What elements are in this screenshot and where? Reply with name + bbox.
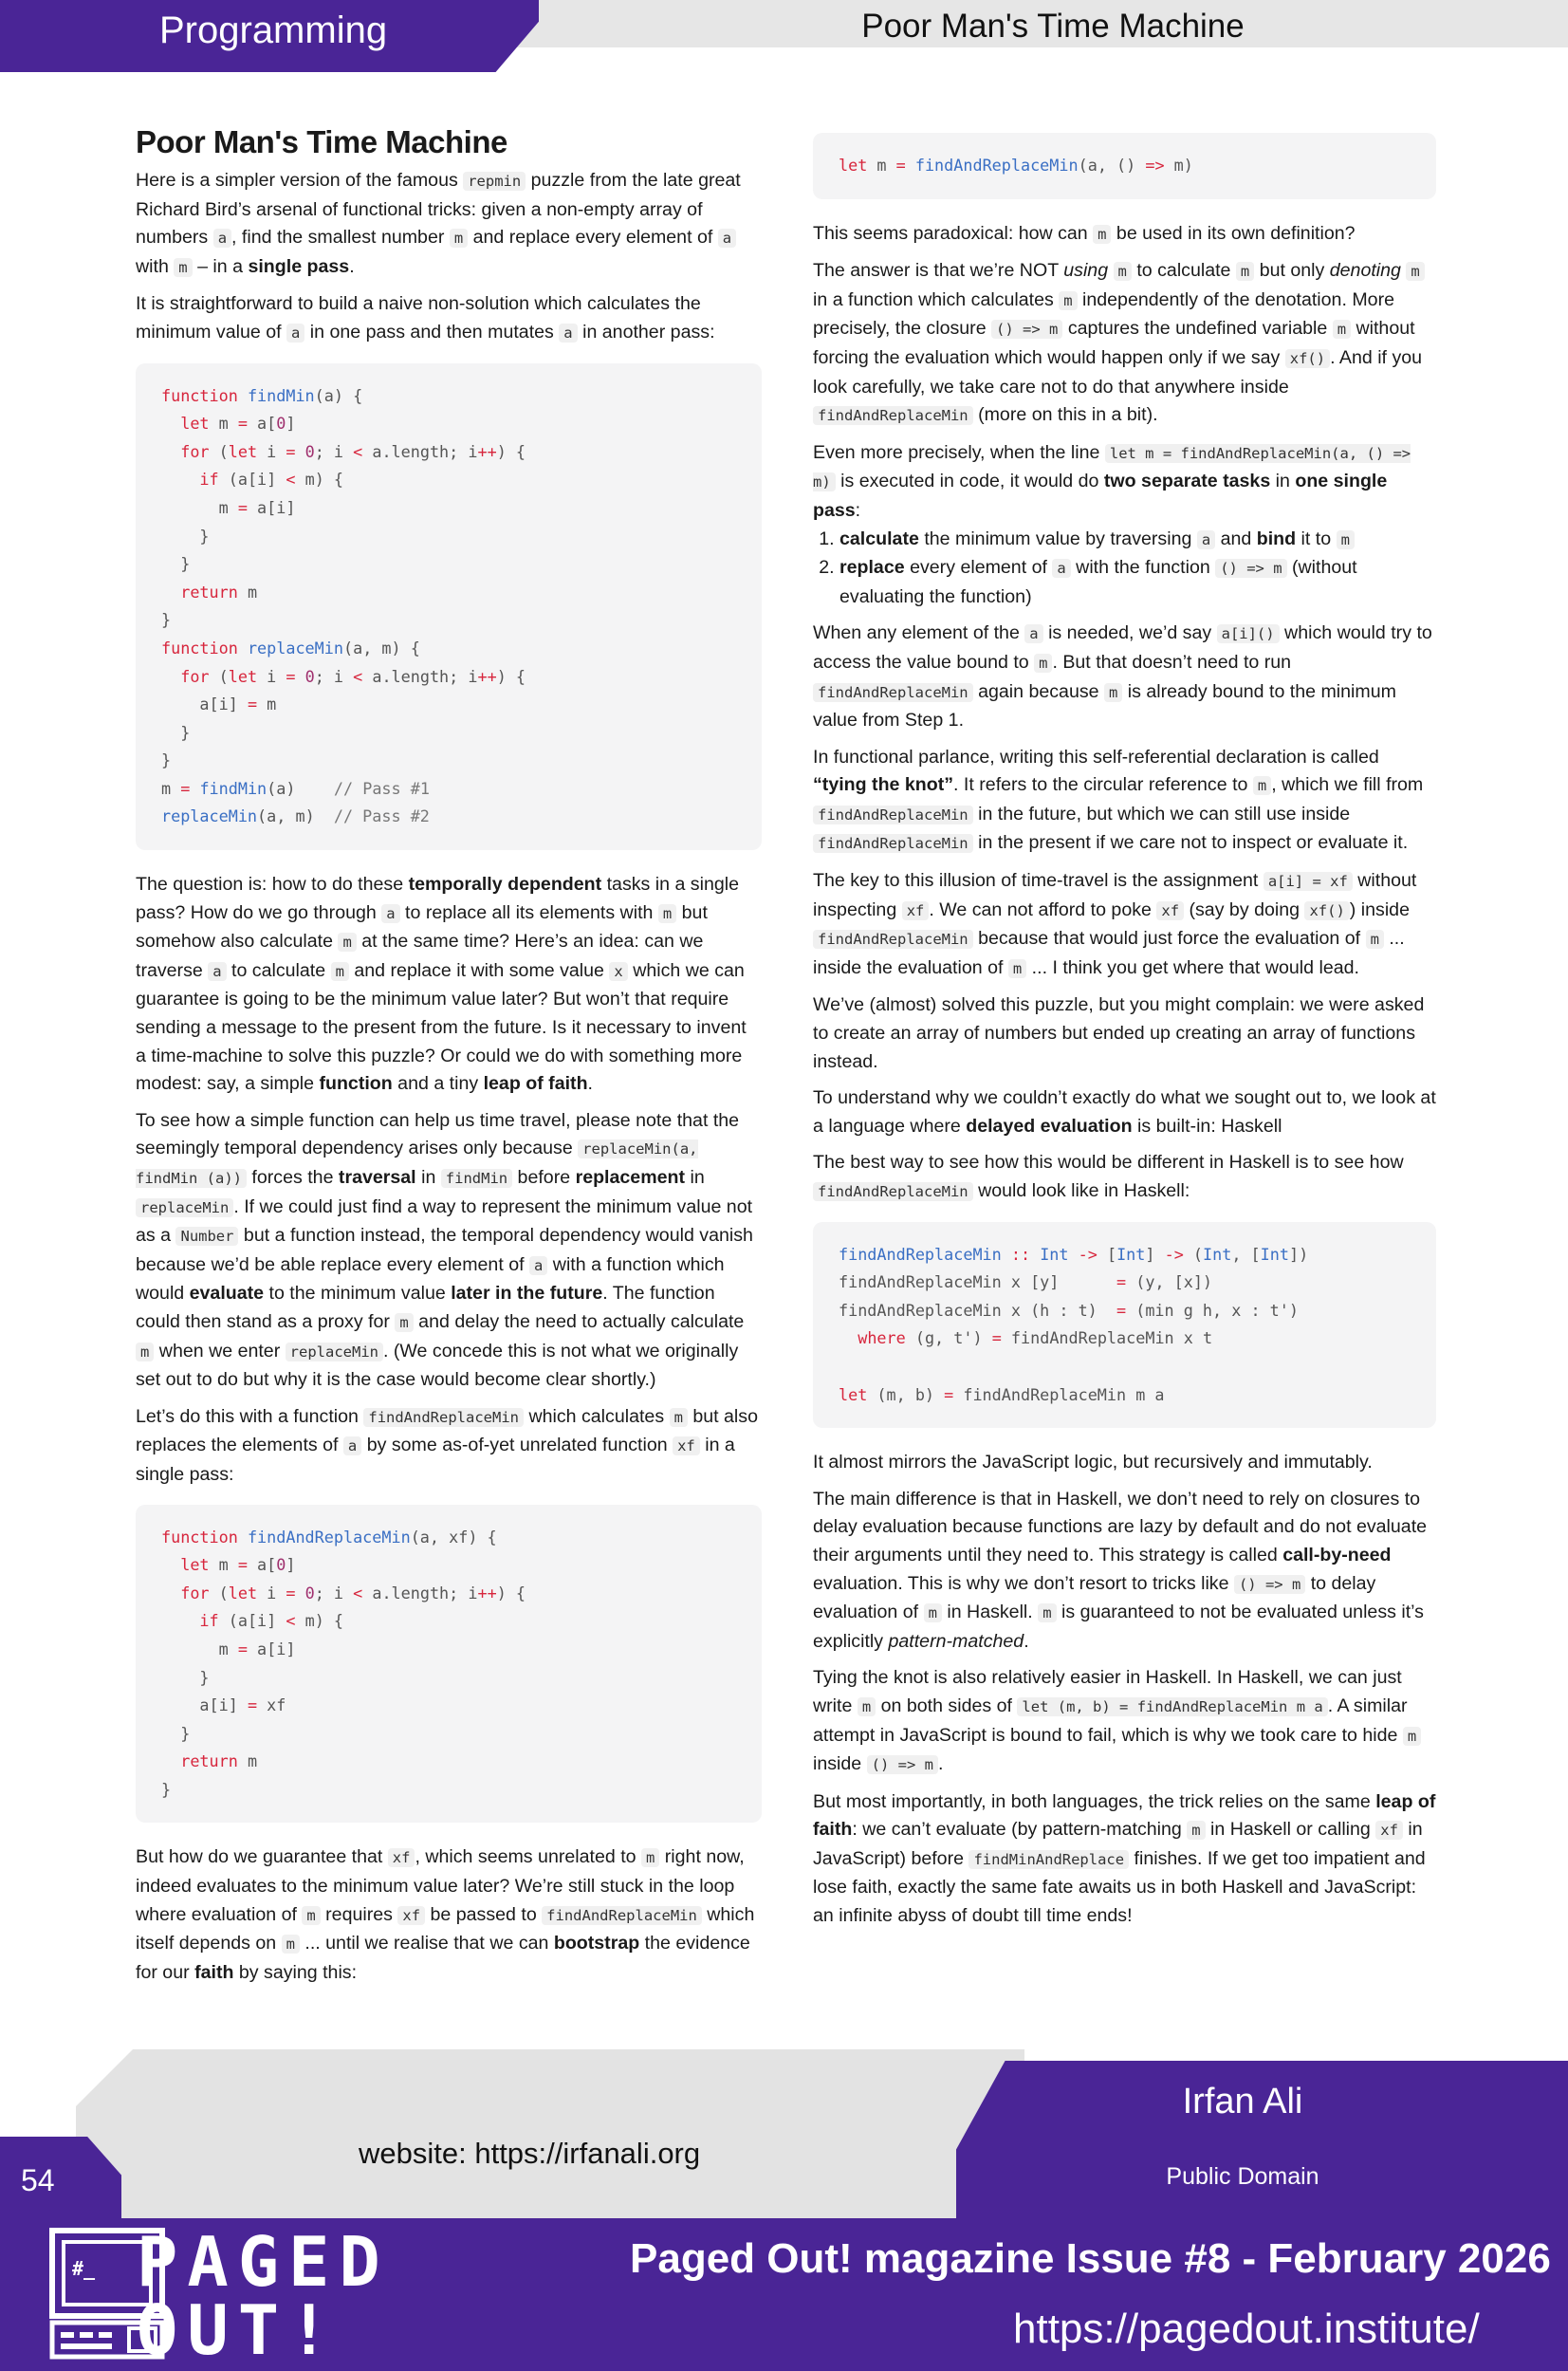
header-title: Poor Man's Time Machine — [861, 8, 1245, 45]
logo-text: PAGED OUT! — [137, 2222, 390, 2370]
paragraph: To understand why we couldn’t exactly do what we sought out to, we look at a language where delayed evaluation is built-in: Haskell — [813, 1087, 1436, 1137]
code-block-haskell: findAndReplaceMin :: Int -> [Int] -> (Int, [Int]) findAndReplaceMin x [y] = (y, [x]) findAndReplaceMin x (h : t) = (min g h, x : t') where (g, t') = findAndReplaceMin x t let (m, b) = findAndReplaceMin m a — [813, 1222, 1436, 1429]
section-label: Programming — [159, 9, 388, 51]
paragraph: We’ve (almost) solved this puzzle, but you might complain: we were asked to create an array of numbers but ended up creating an array of functions instead. — [813, 994, 1425, 1072]
right-column — [813, 133, 1436, 1939]
paragraph: When any element of the a is needed, we’d say a[i]() which would try to access the value bound to m . But that doesn’t need to run findAndReplaceMin again because m is already bound to the minimum value from Step 1. — [813, 622, 1432, 732]
paragraph: The main difference is that in Haskell, we don’t need to rely on closures to delay evaluation because functions are lazy by default and do not evaluate their arguments until they need to. This strategy is called call-by-need evaluation. This is why we don’t resort to tricks like () => m to delay evaluation of m in Haskell. m is guaranteed to not be evaluated unless it’s explicitly pattern-matched. — [813, 1488, 1428, 1652]
paragraph: Tying the knot is also relatively easier in Haskell. In Haskell, we can just write m on both sides of let (m, b) = findAndReplaceMin m a . A similar attempt in JavaScript is bound to fail, which is why we took care to hide m inside () => m . — [813, 1664, 1436, 1779]
code-block-findmin: function findMin(a) { let m = a[0] for (let i = 0; i < a.length; i++) { if (a[i] < m) { m = a[i] } } return m } function replaceMin(a, m) { for (let i = 0; i < a.length; i++) { a[i] = m } } m = findMin(a) // Pass #1 replaceMin(a, m) // Pass #2 — [136, 363, 762, 851]
paragraph: Even more precisely, when the line let m = findAndReplaceMin(a, () => m) is executed in code, it would do two separate tasks in one single pass: — [813, 441, 1411, 521]
footer-website-panel — [76, 2049, 1024, 2222]
paragraph: The key to this illusion of time-travel is the assignment a[i] = xf without inspecting xf . We can not afford to poke xf (say by doing xf() ) inside findAndReplaceMin because that would just force the evaluation of m ... inside the evaluation of m ... I think you get where that would lead. — [813, 870, 1417, 978]
author-website[interactable]: website: https://irfanali.org — [359, 2137, 701, 2170]
paragraph: But most importantly, in both languages, the trick relies on the same leap of faith: we can’t evaluate (by pattern-matching m in Haskell or calling xf in JavaScript) before findMinAndReplace finishes. If we get too impatient and lose faith, exactly the same fate awaits us in both Haskell and JavaScript: an infinite abyss of doubt till time ends! — [813, 1790, 1436, 1927]
logo-prompt: #_ — [72, 2257, 96, 2280]
article-heading: Poor Man's Time Machine — [136, 124, 507, 159]
paragraph: But how do we guarantee that xf , which seems unrelated to m right now, indeed evaluates to the minimum value later? We’re still stuck in the loop where evaluation of m requires xf be passed to findAndReplaceMin which itself depends on m ... until we realise that we can bootstrap the evidence for our faith by saying this: — [136, 1846, 755, 1983]
paragraph: In functional parlance, writing this self-referential declaration is called “tying the knot”. It refers to the circular reference to m , which we fill from findAndReplaceMin in the future, but which we can still use inside findAndReplaceMin in the present if we care not to inspect or evaluate it. — [813, 746, 1424, 854]
license: Public Domain — [1166, 2163, 1319, 2190]
paragraph: This seems paradoxical: how can m be used in its own definition? — [813, 222, 1356, 244]
paragraph: It is straightforward to build a naive non-solution which calculates the minimum value of a in one pass and then mutates a in another pass: — [136, 293, 715, 343]
steps-list — [813, 526, 1436, 612]
author-name: Irfan Ali — [1182, 2082, 1303, 2121]
paragraph: Let’s do this with a function findAndReplaceMin which calculates m but also replaces the elements of a by some as-of-yet unrelated function xf in a single pass: — [136, 1405, 758, 1485]
paragraph: The best way to see how this would be different in Haskell is to see how findAndReplaceMin would look like in Haskell: — [813, 1152, 1404, 1201]
paragraph: Here is a simpler version of the famous repmin puzzle from the late great Richard Bird’s arsenal of functional tricks: given a non-empty array of numbers a , find the smallest number m and replace every element of a with m – in a single pass. — [136, 170, 741, 277]
paragraph: To see how a simple function can help us time travel, please note that the seemingly temporal dependency arises only because replaceMin(a, findMin (a)) forces the traversal in findMin before replacement in replaceMin . If we could just find a way to represent the minimum value not as a Number but a function instead, the temporal dependency would vanish because we’d be able replace every element of a with a function which would evaluate to the minimum value later in the future. The function could then stand as a proxy for m and delay the need to actually calculate m when we enter replaceMin . (We concede this is not what we originally set out to do but why it is the case would become clear shortly.) — [136, 1109, 753, 1391]
paragraph: The answer is that we’re NOT using m to calculate m but only denoting m in a function which calculates m independently of the denotation. More precisely, the closure () => m captures the undefined variable m without forcing the evaluation which would happen only if we say xf() . And if you look carefully, we take care not to do that anywhere inside findAndReplaceMin (more on this in a bit). — [813, 257, 1436, 431]
left-column — [136, 123, 762, 1995]
page-number: 54 — [21, 2163, 55, 2197]
issue-title: Paged Out! magazine Issue #8 - February 2026 — [630, 2235, 1551, 2282]
magazine-url[interactable]: https://pagedout.institute/ — [1013, 2306, 1480, 2352]
paragraph: It almost mirrors the JavaScript logic, but recursively and immutably. — [813, 1452, 1373, 1473]
list-item: 2. replace every element of a with the function () => m (without evaluating the function) — [839, 554, 1436, 611]
logo-wordmark — [137, 2222, 535, 2370]
paragraph: The question is: how to do these temporally dependent tasks in a single pass? How do we go through a to replace all its elements with m but somehow also calculate m at the same time? Here’s an idea: can we traverse a to calculate m and replace it with some value x which we can guarantee is going to be the minimum value later? But won’t that require sending a message to the present from the future. Is it necessary to invent a time-machine to solve this puzzle? Or could we do with something more modest: say, a simple function and a tiny leap of faith. — [136, 874, 747, 1095]
list-item: 1. calculate the minimum value by traversing a and bind it to m — [839, 526, 1436, 555]
code-block-findandreplacemin: function findAndReplaceMin(a, xf) { let m = a[0] for (let i = 0; i < a.length; i++) { if (a[i] < m) { m = a[i] } a[i] = xf } return m } — [136, 1505, 762, 1824]
code-block-tie-knot: let m = findAndReplaceMin(a, () => m) — [813, 133, 1436, 199]
